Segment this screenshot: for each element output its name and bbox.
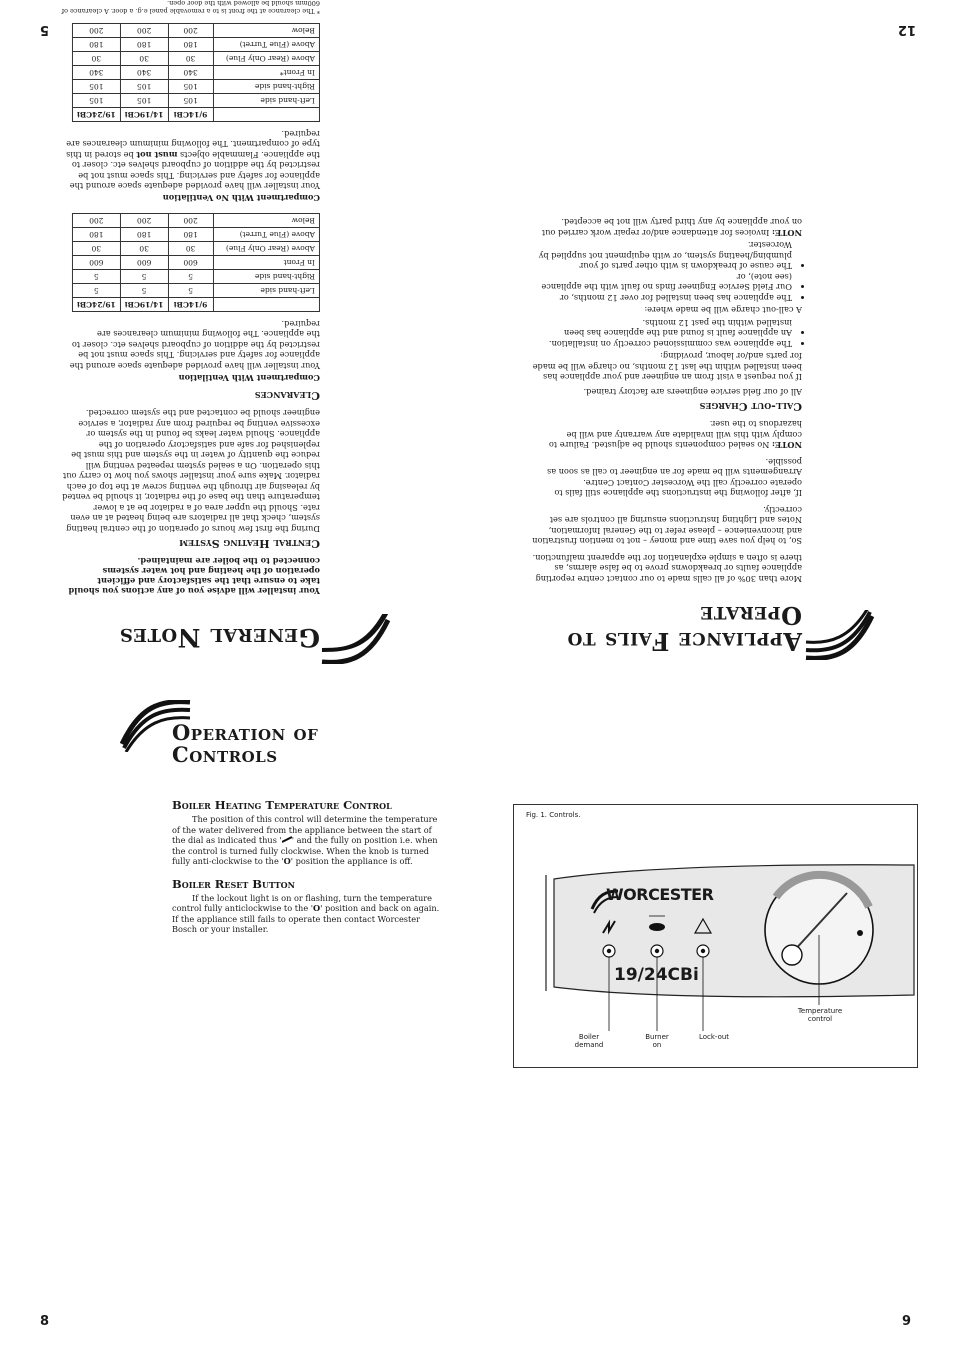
brand-logo: WORCESTER xyxy=(606,885,714,904)
ventilation-heading: Compartment With Ventilation xyxy=(178,373,320,383)
page-number-bottom-right: 9 xyxy=(902,1314,912,1329)
temperature-control-heading: Boiler Heating Temperature Control xyxy=(172,798,392,812)
clearance-table-ventilated: 9/14CBi 14/19CBi 19/24CBi Left-hand side 5 5 5 Right-hand side 5 5 5 In Front 600 600 600 Above (Rear Only Flue) 30 30 30 Above (Flue Turret) 180 180 180 Below 200 200 200 xyxy=(72,214,320,313)
dial-start-icon xyxy=(282,836,292,843)
no-ventilation-heading: Compartment With No Ventilation xyxy=(162,193,320,204)
no-ventilation-body: Your installer will have provided adequate space around the appliance for safety and servicing. This space must not be restricted by the addition of cupboard shelves etc. closer to the appliance. Flammable objects must not be stored in this type of compartment. The following minimum clearances are required. xyxy=(66,129,320,192)
page-number-top-left: 5 xyxy=(40,22,50,37)
table-row: Right-hand side 5 5 5 xyxy=(73,270,320,284)
operation-body xyxy=(172,798,440,935)
control-panel-drawing xyxy=(514,805,917,1067)
page-number-top-right: 12 xyxy=(898,22,917,37)
table-row: Below 200 200 200 xyxy=(73,24,320,38)
call-out-note: NOTE: Invoices for attendance and/or repair work carried out on your appliance by any third party will not be accepted. xyxy=(541,217,802,238)
call-out-p2: If you request a visit from an engineer and your appliance has been installed within the last 12 months, no charge will be made for parts and/or labour, providing: xyxy=(532,351,802,383)
table-row: Above (Flue Turret) 180 180 180 xyxy=(73,228,320,242)
reset-button-heading: Boiler Reset Button xyxy=(172,876,295,891)
temperature-control-body: The position of this control will determine the temperature of the water delivered from the appliance between the start of the dial as indicated thus ' ' and the fully on position i.e. when the control is turned fully clockwise. When the knob is turned fully anti-clockwise to the 'O' position the appliance is off. xyxy=(172,814,438,866)
call-out-charges-heading: Call-out Charges xyxy=(699,400,802,413)
call-out-p1: All of our field service engineers are factory trained. xyxy=(583,387,802,397)
operation-title: Operation of Controls xyxy=(172,720,319,767)
appliance-fails-p1: More than 30% of all calls made to our contact centre reporting appliance faults or breakdowns prove to be false alarms, as there is often a simple explanation for the apparent malfunction. xyxy=(532,553,802,584)
table-row: Above (Rear Only Flue) 30 30 30 xyxy=(73,242,320,256)
figure-caption: Fig. 1. Controls. xyxy=(526,811,581,819)
list-item: • The cause of breakdown is with other parts of your plumbing/heating system, or with equipment not supplied by Worcester. xyxy=(530,240,792,272)
swoosh-icon xyxy=(320,614,390,664)
model-label: 19/24CBi xyxy=(614,965,699,985)
dial-knob xyxy=(782,945,802,965)
appliance-fails-note: NOTE: No sealed components should be adjusted. Failure to comply with this will invalidate any warranty and will be hazardous to the user. xyxy=(548,419,802,451)
list-item: • An appliance fault is found and the appliance has been installed within the past 12 months. xyxy=(530,318,792,339)
general-notes-page xyxy=(58,0,320,660)
list-item: • Our Field Service Engineer finds no fault with the appliance (see note), or xyxy=(530,272,792,293)
table-row: Left-hand side 105 105 105 xyxy=(73,94,320,108)
appliance-fails-header xyxy=(530,584,802,660)
page-number-bottom-left: 8 xyxy=(40,1314,50,1329)
appliance-fails-p3: If, after following the instructions the appliance still fails to operate correctly call the Worcester Contact Centre. Arrangements will be made for an engineer to call as soon as possible. xyxy=(547,457,802,499)
label-burner-on: Burner on xyxy=(645,1033,669,1049)
general-notes-intro: Your installer will advise you of any actions you should take to ensure that the satisfactory and efficient operation of the heating and hot water systems connected to the boiler are maintained. xyxy=(68,556,320,596)
label-temperature-control: Temperature control xyxy=(797,1007,843,1023)
swoosh-icon xyxy=(804,610,874,660)
call-out-list-1 xyxy=(530,318,802,350)
table-row: In Front* 340 340 340 xyxy=(73,66,320,80)
clearance-table-unventilated: 9/14CBi 14/19CBi 19/24CBi Left-hand side 105 105 105 Right-hand side 105 105 105 In Front* 340 340 340 Above (Rear Only Flue) 30 30 30 Above (Flue Turret) 180 180 180 Below 200 200 200 xyxy=(72,24,320,123)
clearances-heading: Clearances xyxy=(254,389,320,402)
label-boiler-demand: Boiler demand xyxy=(574,1033,604,1049)
table-row: Left-hand side 5 5 5 xyxy=(73,284,320,298)
operation-header xyxy=(120,698,370,778)
table-row: Right-hand side 105 105 105 xyxy=(73,80,320,94)
central-heating-heading: Central Heating System xyxy=(179,537,320,550)
appliance-fails-p2: So, to help you save time and money – not to mention frustration and inconvenience – please refer to the General Information, Notes and Lighting Instructions ensuring all controls are set correctly. xyxy=(532,505,802,547)
list-item: • The appliance was commissioned correctly on installation. xyxy=(530,339,792,350)
list-item: • The appliance has been installed for over 12 months, or xyxy=(530,293,792,304)
clearance-footnote: * The clearance at the front is to a removable panel e.g. a door. A clearance of 600mm should be allowed with the door open. xyxy=(61,0,320,16)
general-notes-header xyxy=(58,600,320,660)
appliance-fails-page xyxy=(530,212,802,660)
table-row: Above (Flue Turret) 180 180 180 xyxy=(73,38,320,52)
label-lock-out: Lock-out xyxy=(698,1033,730,1041)
flame-symbol-icon xyxy=(649,923,665,931)
central-heating-body: During the first few hours of operation of the central heating system, check that all radiators are being heated at an even rate. Should the upper area of a radiator be at a lower temperature than the base of the radiator, it should be vented by releasing air through the venting screw at the top of each radiator. Make sure your installer shows you how to carry out this operation. On a sealed system repeated venting will reduce the quantity of water in the system and this must be replenished for safe and satisfactory operation of the appliance. Should water leaks be found in the system or excessive venting be required from any radiator, a service engineer should be contacted and the system corrected. xyxy=(62,408,320,534)
table-row: Below 200 200 200 xyxy=(73,214,320,228)
appliance-fails-title: Appliance Fails to Operate xyxy=(567,601,802,656)
call-out-list-2 xyxy=(530,240,802,303)
table-row: In Front 600 600 600 xyxy=(73,256,320,270)
ventilation-body: Your installer will have provided adequate space around the appliance for safety and servicing. This space must not be restricted by the addition of cupboard shelves etc. closer to the appliance. The following minimum clearances are required. xyxy=(69,319,320,371)
call-out-p3: A call-out charge will be made where: xyxy=(644,305,802,316)
reset-button-body: If the lockout light is on or flashing, turn the temperature control fully anticlockwise to the 'O' position and back on again. If the appliance still fails to operate then contact Worcester Bosch or your installer. xyxy=(172,892,440,934)
controls-figure xyxy=(513,804,918,1068)
table-row: Above (Rear Only Flue) 30 30 30 xyxy=(73,52,320,66)
general-notes-title: General Notes xyxy=(119,623,320,652)
